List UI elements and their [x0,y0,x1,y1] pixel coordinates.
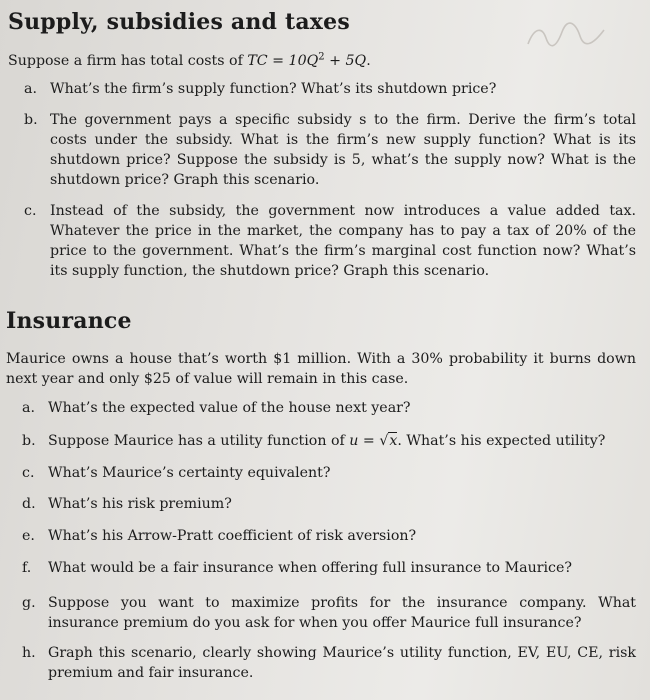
question-item: a. What’s the firm’s supply function? What’s its shutdown price? [24,81,497,97]
supply-intro: Suppose a firm has total costs of TC = $10Q^2 + 5Q$. [8,51,371,69]
question-item: a. What’s the expected value of the house next year? [22,400,411,416]
section-title-supply: Supply, subsidies and taxes [8,9,350,35]
question-item: h. Graph this scenario, clearly showing Maurice’s utility function, EV, EU, CE, risk premium and fair insurance. [22,645,636,681]
section-title-insurance: Insurance [6,308,132,334]
insurance-intro: Maurice owns a house that’s worth $1 million. With a 30% probability it burns down next year and only $25 of value will remain in this case. [6,351,636,387]
handwritten-scribble [520,18,610,52]
question-item: g. Suppose you want to maximize profits for the insurance company. What insurance premium do you ask for when you offer Maurice full insurance? [22,595,636,631]
question-item: e. What’s his Arrow-Pratt coefficient of risk aversion? [22,528,417,544]
question-item: f. What would be a fair insurance when offering full insurance to Maurice? [22,560,572,576]
question-item: c. What’s Maurice’s certainty equivalent? [22,465,331,481]
question-item: d. What’s his risk premium? [22,496,232,512]
question-item: b. The government pays a specific subsidy s to the firm. Derive the firm’s total costs under the subsidy. What is the firm’s new supply function? What is its shutdown price? Suppose the subsidy is 5, what’s the supply now? What is the shutdown price? Graph this scenario. [24,112,636,188]
question-item: c. Instead of the subsidy, the government now introduces a value added tax. Whatever the price in the market, the company has to pay a tax of 20% of the price to the government. What’s the firm’s marginal cost function now? What’s its supply function, the shutdown price? Graph this scenario. [24,203,636,279]
question-item: b. Suppose Maurice has a utility function of u = √x. What’s his expected utility? [22,433,606,449]
